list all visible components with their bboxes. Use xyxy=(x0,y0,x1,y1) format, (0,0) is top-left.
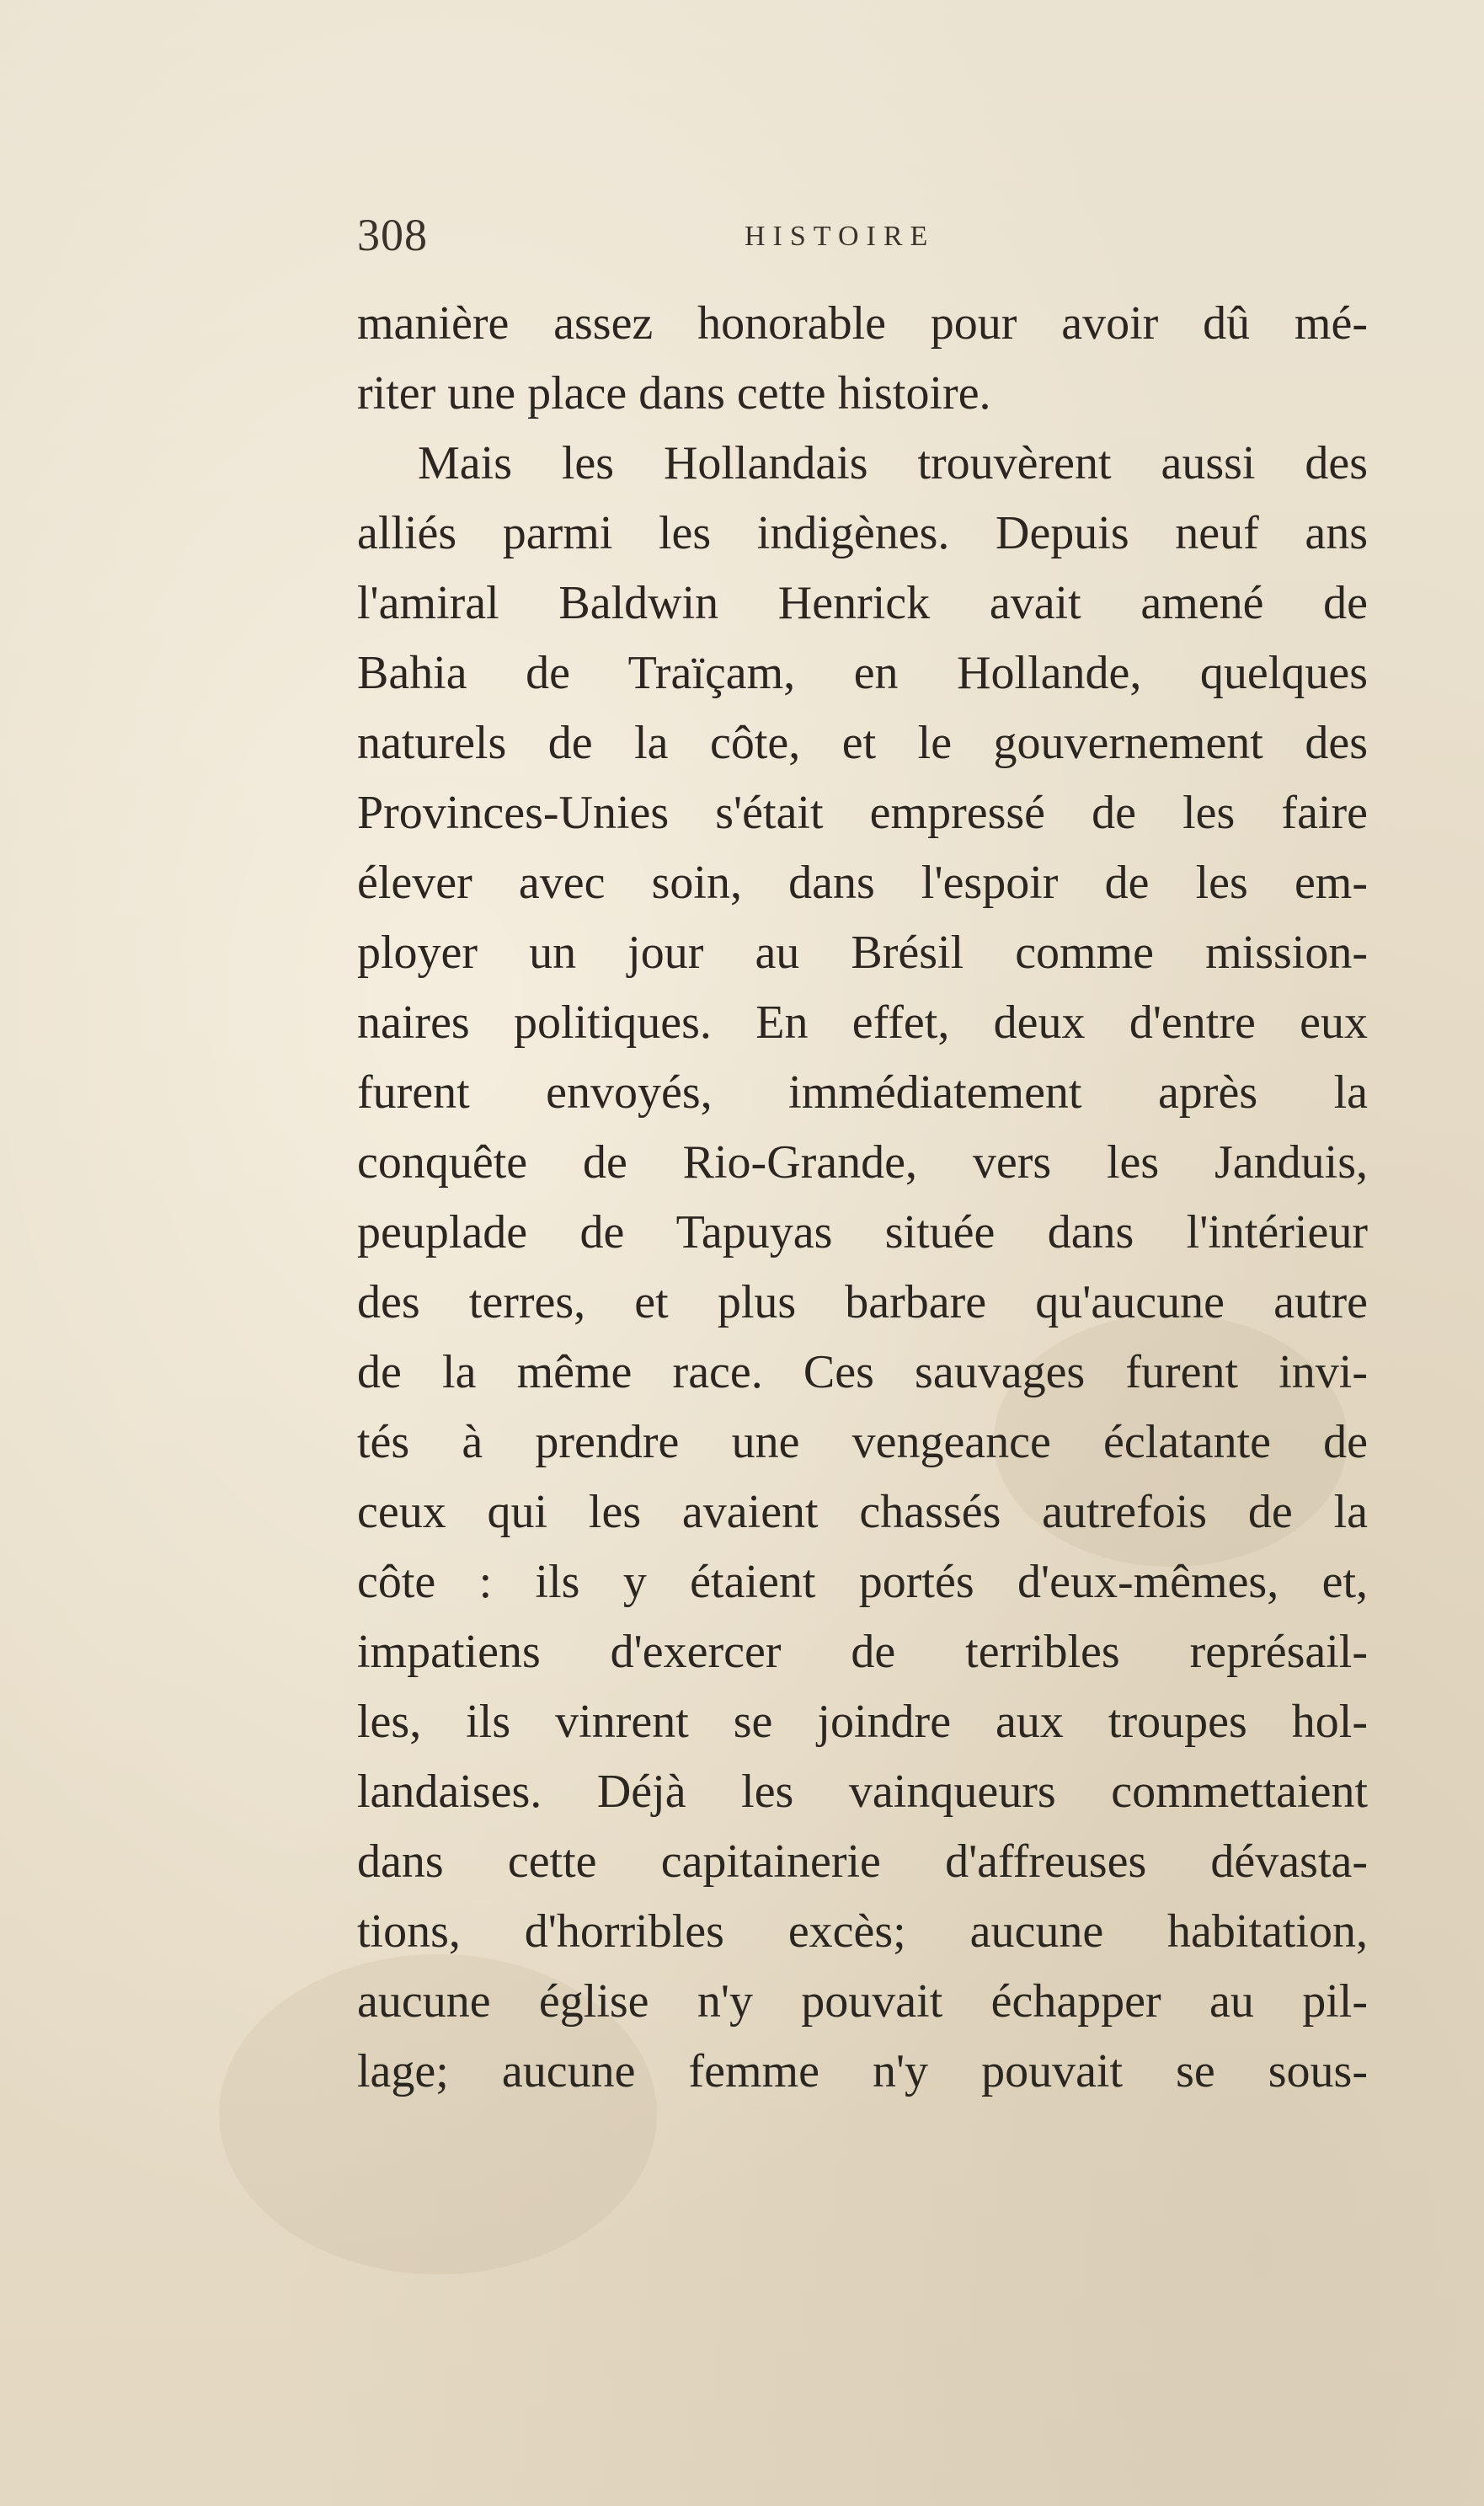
text-line: aucune église n'y pouvait échapper au pil- xyxy=(357,1975,1368,2028)
text-line: impatiens d'exercer de terribles représail- xyxy=(357,1626,1368,1678)
text-line: dans cette capitainerie d'affreuses dévasta- xyxy=(357,1835,1368,1888)
text-line: les, ils vinrent se joindre aux troupes hol- xyxy=(357,1696,1368,1748)
text-line: peuplade de Tapuyas située dans l'intérieur xyxy=(357,1206,1368,1258)
text-line: ceux qui les avaient chassés autrefois de la xyxy=(357,1486,1368,1538)
text-line: Provinces-Unies s'était empressé de les faire xyxy=(357,787,1368,839)
body-text xyxy=(357,289,1368,2107)
text-line: ployer un jour au Brésil comme mission- xyxy=(357,927,1368,979)
text-line: manière assez honorable pour avoir dû mé- xyxy=(357,297,1368,350)
text-line: landaises. Déjà les vainqueurs commettaient xyxy=(357,1766,1368,1818)
text-line: élever avec soin, dans l'espoir de les em- xyxy=(357,857,1368,909)
text-line: naires politiques. En effet, deux d'entre eux xyxy=(357,997,1368,1049)
text-line: côte : ils y étaient portés d'eux-mêmes, et, xyxy=(357,1556,1368,1608)
text-line: tés à prendre une vengeance éclatante de xyxy=(357,1416,1368,1468)
text-line: naturels de la côte, et le gouvernement des xyxy=(357,717,1368,769)
text-line: furent envoyés, immédiatement après la xyxy=(357,1066,1368,1119)
text-line: conquête de Rio-Grande, vers les Janduis, xyxy=(357,1136,1368,1189)
text-line: tions, d'horribles excès; aucune habitation, xyxy=(357,1905,1368,1958)
text-line: alliés parmi les indigènes. Depuis neuf ans xyxy=(357,507,1368,559)
text-line: l'amiral Baldwin Henrick avait amené de xyxy=(357,577,1368,629)
text-line: Mais les Hollandais trouvèrent aussi des xyxy=(418,437,1368,489)
text-line: des terres, et plus barbare qu'aucune autre xyxy=(357,1276,1368,1328)
text-line: riter une place dans cette histoire. xyxy=(357,367,991,419)
running-head: HISTOIRE xyxy=(745,221,936,252)
text-line: Bahia de Traïçam, en Hollande, quelques xyxy=(357,647,1368,699)
page-number: 308 xyxy=(357,210,428,260)
text-line: lage; aucune femme n'y pouvait se sous- xyxy=(357,2045,1368,2097)
text-line: de la même race. Ces sauvages furent invi- xyxy=(357,1346,1368,1398)
page-header xyxy=(357,209,1376,268)
